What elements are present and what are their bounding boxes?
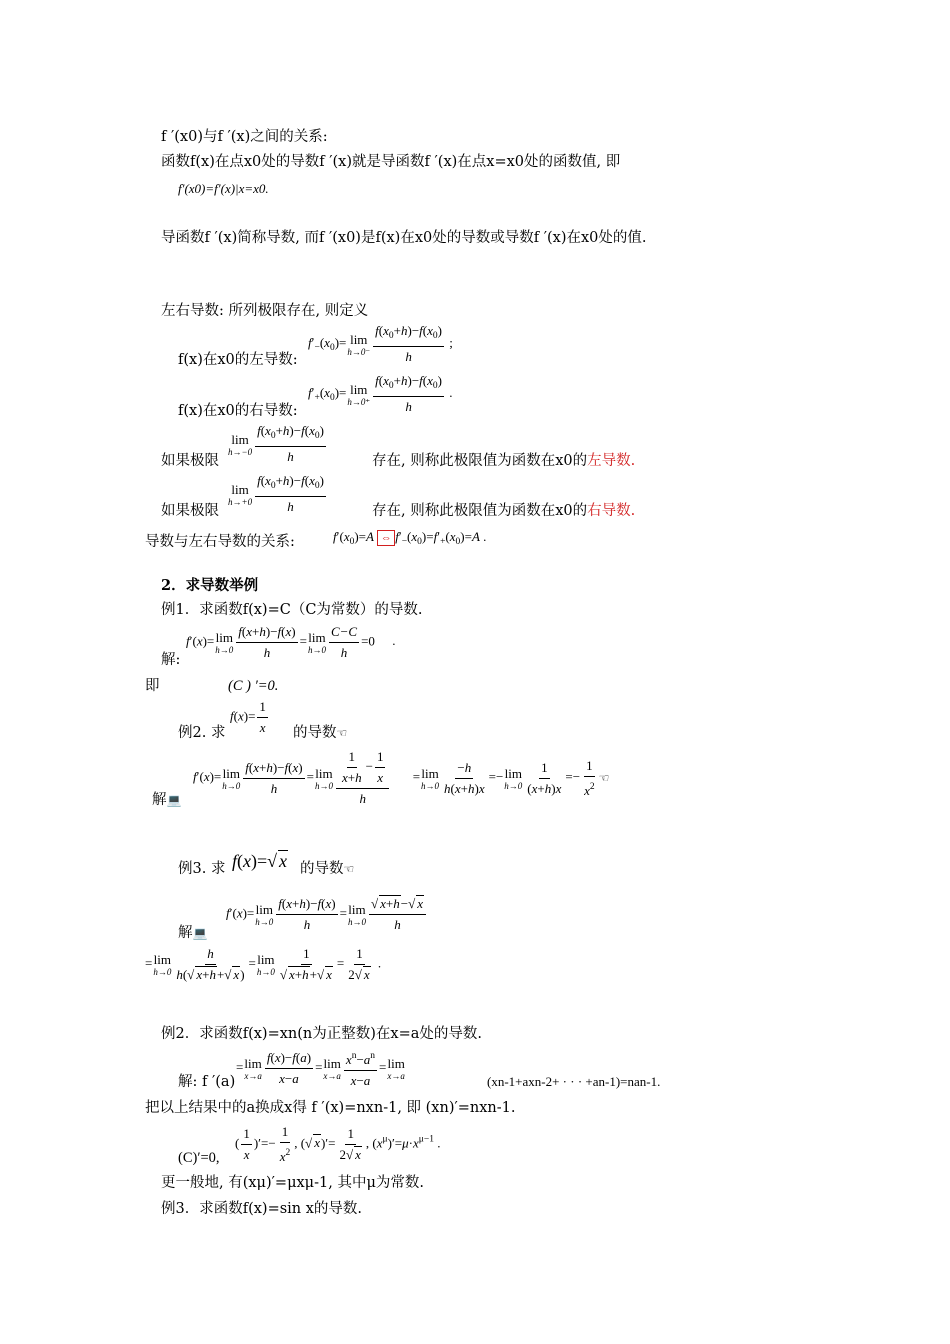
special-cases-formula: ( $\frac{1}{x}$ )′=− $\frac{1}{x^2}$ , (√ x)′= $\frac{1}{2√ x}$ , $(x^\mu)'=\mu\cdot x^{\mu-1}$ . [235, 1124, 441, 1164]
example-2b-generalize: 把以上结果中的a换成x得 f ′(x)=nxn-1, 即 (xn)′=nxn-1. [145, 1100, 516, 1116]
iff-icon: ⇔ [377, 530, 395, 546]
left-derivative-term: 左导数. [587, 453, 636, 469]
relation-one-sided: 导数与左右导数的关系: [145, 534, 295, 550]
example-3b-title: 例3．求函数f(x)=sin x的导数. [161, 1201, 363, 1217]
one-sided-intro: 左右导数: 所列极限存在, 则定义 [161, 303, 369, 319]
laptop-icon: 💻 [192, 926, 208, 940]
example-2b-formula: = lim x→a $\frac{f(x)-f(a)}{x-a}$ = lim x→a $\frac{x^n-a^n}{x-a}$ = lim x→a [236, 1047, 406, 1090]
right-derivative-formula: $f'_+(x_0)=$ lim h→0⁺ $\frac{f(x_0+h)-f(x_0)}{h}$ . [308, 373, 453, 414]
left-derivative-formula: $f'_-(x_0)=$ lim h→0⁻ $\frac{f(x_0+h)-f(x_0)}{h}$ ; [308, 323, 453, 364]
short-name-text: 导函数f ′(x)简称导数, 而f ′(x0)是f(x)在x0处的导数或导数f ′(x)在x0处的值. [161, 230, 647, 246]
relation-text: 函数f(x)在点x0处的导数f ′(x)就是导函数f ′(x)在点x=x0处的函数值, 即 [161, 154, 621, 170]
if-limit-right: 如果极限 [161, 503, 219, 519]
example-2b-tail: (xn-1+axn-2+ · · · +an-1)=nan-1. [487, 1074, 661, 1089]
therefore-label: 即 [145, 678, 160, 694]
right-limit-formula: lim h→+0 $\frac{f(x_0+h)-f(x_0)}{h}$ [228, 473, 324, 514]
hand-pointer-icon: ☜ [336, 726, 348, 740]
example-2a-function: f(x)= $\frac{1}{x}$ [230, 699, 266, 735]
if-limit-left: 如果极限 [161, 453, 219, 469]
example-1-result: (C ) ′=0. [228, 678, 279, 694]
laptop-icon: 💻 [166, 793, 182, 807]
relation-formula: f′(x0)=f′(x)|x=x0. [178, 181, 269, 196]
relation-title: f ′(x0)与f ′(x)之间的关系: [161, 129, 328, 145]
left-derivative-label: f(x)在x0的左导数: [178, 352, 298, 368]
example-3a-formula-line1: f′(x)= lim h→0 $\frac{f(x+h)-f(x)}{h}$ = lim h→0 $\frac{√ x+h-√ x}{h}$ [226, 895, 428, 934]
example-2a-suffix: 的导数☜ [293, 725, 348, 741]
example-1-title: 例1．求函数f(x)=C（C为常数）的导数. [161, 602, 423, 618]
example-3a-suffix: 的导数☜ [300, 861, 355, 877]
example-3a-formula-line2: = lim h→0 $\frac{h}{h(√ x+h+√ x)}$ = lim h→0 $\frac{1}{√ x+h+√ x}$ = $\frac{1}{2√ x}$ . [145, 946, 382, 982]
section-title: 2．求导数举例 [161, 577, 259, 594]
example-2a-title: 例2. 求 [178, 725, 226, 741]
hand-pointer-icon: ☜ [598, 771, 610, 785]
example-3a-solution-label: 解💻 [178, 925, 208, 941]
example-2b-solution: 解: f ′(a) [178, 1074, 236, 1090]
relation-one-sided-formula: $f'(x_0)=A$ ⇔ $f'_-(x_0)=f'_+(x_0)=A$ . [333, 529, 487, 547]
exists-left: 存在, 则称此极限值为函数在x0的左导数. [372, 453, 636, 469]
right-derivative-term: 右导数. [587, 503, 636, 519]
example-2b-title: 例2．求函数f(x)=xn(n为正整数)在x=a处的导数. [161, 1026, 482, 1042]
special-cases-prefix: (C)′=0, [178, 1150, 220, 1166]
example-2a-formula: f′(x)= lim h→0 $\frac{f(x+h)-f(x)}{h}$ = lim h→0 $\frac{1}{x+h}$ − $\frac{1}{x}$ h = lim h→0 $\frac{-h}{h(x+h)x}$ =− lim h→0 $\frac{1}{(x+h)x}$ =− $\frac{1}{x^2}$ ☜ [193, 749, 610, 806]
example-2a-solution-label: 解💻 [152, 792, 182, 808]
example-3a-title: 例3. 求 [178, 861, 226, 877]
general-text: 更一般地, 有(xμ)′=μxμ-1, 其中μ为常数. [161, 1175, 424, 1191]
example-1-solution-label: 解: [161, 652, 181, 668]
hand-pointer-icon: ☜ [343, 862, 355, 876]
left-limit-formula: lim h→−0 $\frac{f(x_0+h)-f(x_0)}{h}$ [228, 423, 324, 464]
exists-right: 存在, 则称此极限值为函数在x0的右导数. [372, 503, 636, 519]
example-3a-function: f(x)=√ x [232, 851, 288, 871]
example-1-formula: f′(x)= lim h→0 $\frac{f(x+h)-f(x)}{h}$ = lim h→0 $\frac{C-C}{h}$ =0 . [186, 624, 396, 660]
right-derivative-label: f(x)在x0的右导数: [178, 403, 298, 419]
